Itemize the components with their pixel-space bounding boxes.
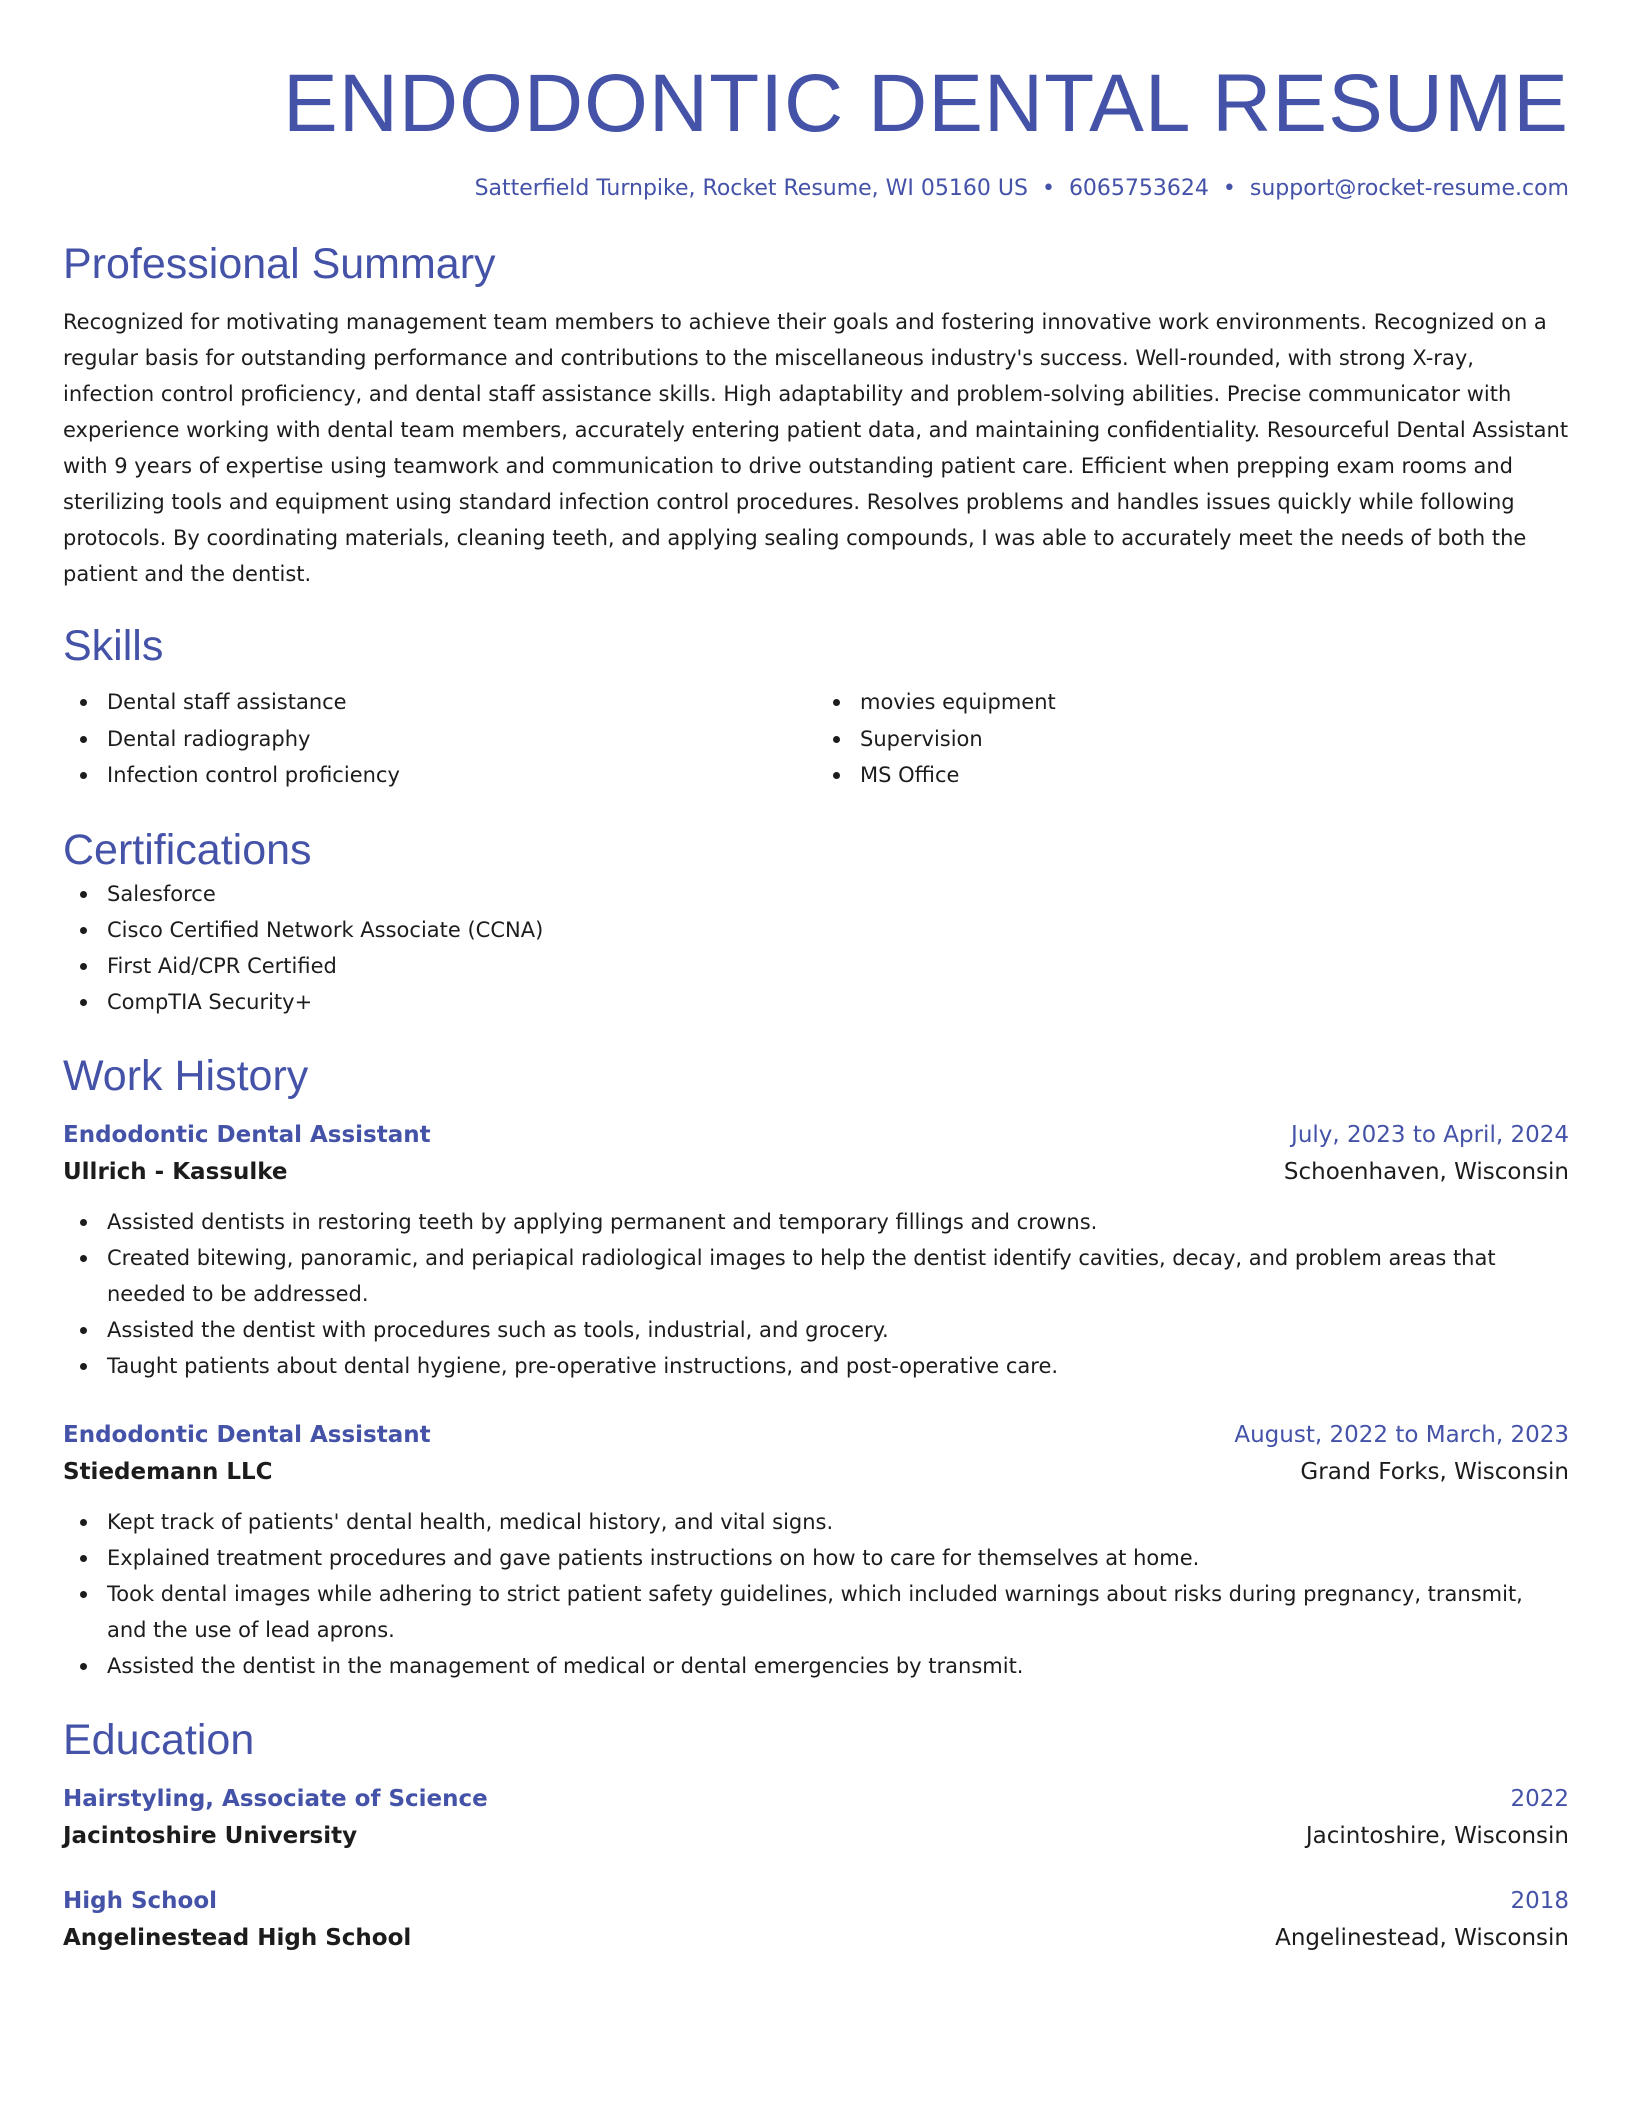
contact-separator: • <box>1041 176 1055 201</box>
job-bullet: Taught patients about dental hygiene, pre-operative instructions, and post-operative care. <box>63 1348 1569 1384</box>
job-company-row <box>63 1152 1569 1192</box>
education-location: Angelinestead, Wisconsin <box>1275 1924 1569 1951</box>
skill-item: movies equipment <box>816 684 1569 721</box>
resume-header <box>63 56 1569 204</box>
education-header-row <box>63 1884 1569 1918</box>
job-entry <box>63 1418 1569 1684</box>
job-bullet: Created bitewing, panoramic, and periapical radiological images to help the dentist identify cavities, decay, and problem areas that needed to be addressed. <box>63 1240 1569 1312</box>
section-title-summary: Professional Summary <box>63 240 496 288</box>
contact-separator: • <box>1222 176 1236 201</box>
skill-item: Dental radiography <box>63 721 816 758</box>
education-school-row <box>63 1816 1569 1856</box>
job-bullet: Assisted the dentist with procedures such as tools, industrial, and grocery. <box>63 1312 1569 1348</box>
contact-line <box>63 174 1569 204</box>
job-bullets <box>63 1204 1569 1384</box>
job-bullets <box>63 1504 1569 1684</box>
job-location: Grand Forks, Wisconsin <box>1300 1458 1569 1485</box>
certification-item: First Aid/CPR Certified <box>63 948 1569 984</box>
job-role: Endodontic Dental Assistant <box>63 1121 431 1148</box>
education-entry <box>63 1884 1569 1958</box>
job-bullet: Took dental images while adhering to strict patient safety guidelines, which included warnings about risks during pregnancy, transmit, and the use of lead aprons. <box>63 1576 1569 1648</box>
education-school: Angelinestead High School <box>63 1924 412 1951</box>
job-role: Endodontic Dental Assistant <box>63 1421 431 1448</box>
education-header-row <box>63 1782 1569 1816</box>
section-title-education: Education <box>63 1715 255 1764</box>
job-bullet: Explained treatment procedures and gave patients instructions on how to care for themselves at home. <box>63 1540 1569 1576</box>
contact-address: Satterfield Turnpike, Rocket Resume, WI 05160 US <box>474 176 1028 201</box>
job-date: August, 2022 to March, 2023 <box>1234 1421 1569 1448</box>
education-degree: Hairstyling, Associate of Science <box>63 1785 488 1812</box>
certification-item: Salesforce <box>63 876 1569 912</box>
contact-email: support@rocket-resume.com <box>1249 176 1569 201</box>
education-school-row <box>63 1918 1569 1958</box>
skills-column-left <box>63 684 816 794</box>
job-company: Stiedemann LLC <box>63 1458 273 1485</box>
job-header-row <box>63 1418 1569 1452</box>
job-date: July, 2023 to April, 2024 <box>1291 1121 1569 1148</box>
skills-list <box>63 684 1569 794</box>
skill-item: Infection control proficiency <box>63 757 816 794</box>
job-header-row <box>63 1118 1569 1152</box>
job-company-row <box>63 1452 1569 1492</box>
resume-title: ENDODONTIC DENTAL RESUME <box>283 58 1569 149</box>
contact-phone: 6065753624 <box>1068 176 1209 201</box>
job-entry <box>63 1118 1569 1384</box>
education-entry <box>63 1782 1569 1856</box>
job-bullet: Assisted the dentist in the management of medical or dental emergencies by transmit. <box>63 1648 1569 1684</box>
section-title-certifications: Certifications <box>63 825 312 874</box>
job-bullet: Assisted dentists in restoring teeth by applying permanent and temporary fillings and crowns. <box>63 1204 1569 1240</box>
certification-item: Cisco Certified Network Associate (CCNA) <box>63 912 1569 948</box>
summary-text: Recognized for motivating management team members to achieve their goals and fostering innovative work environments. Recognized on a regular basis for outstanding performance and contributions to the miscellaneous industry's success. Well-rounded, with strong X-ray, infection control proficiency, and dental staff assistance skills. High adaptability and problem-solving abilities. Precise communicator with experience working with dental team members, accurately entering patient data, and maintaining confidentiality. Resourceful Dental Assistant with 9 years of expertise using teamwork and communication to drive outstanding patient care. Efficient when prepping exam rooms and sterilizing tools and equipment using standard infection control procedures. Resolves problems and handles issues quickly while following protocols. By coordinating materials, cleaning teeth, and applying sealing compounds, I was able to accurately meet the needs of both the patient and the dentist. <box>63 310 1569 586</box>
education-year: 2018 <box>1510 1887 1569 1914</box>
skills-column-right <box>816 684 1569 794</box>
skill-item: Dental staff assistance <box>63 684 816 721</box>
section-title-work-history: Work History <box>63 1051 309 1100</box>
skill-item: Supervision <box>816 721 1569 758</box>
education-degree: High School <box>63 1887 218 1914</box>
job-bullet: Kept track of patients' dental health, medical history, and vital signs. <box>63 1504 1569 1540</box>
education-location: Jacintoshire, Wisconsin <box>1305 1822 1569 1849</box>
certification-item: CompTIA Security+ <box>63 984 1569 1020</box>
education-year: 2022 <box>1510 1785 1569 1812</box>
education-school: Jacintoshire University <box>63 1822 358 1849</box>
job-company: Ullrich - Kassulke <box>63 1158 288 1185</box>
skill-item: MS Office <box>816 757 1569 794</box>
certifications-list <box>63 876 1569 1020</box>
job-location: Schoenhaven, Wisconsin <box>1283 1158 1569 1185</box>
section-title-skills: Skills <box>63 622 164 670</box>
